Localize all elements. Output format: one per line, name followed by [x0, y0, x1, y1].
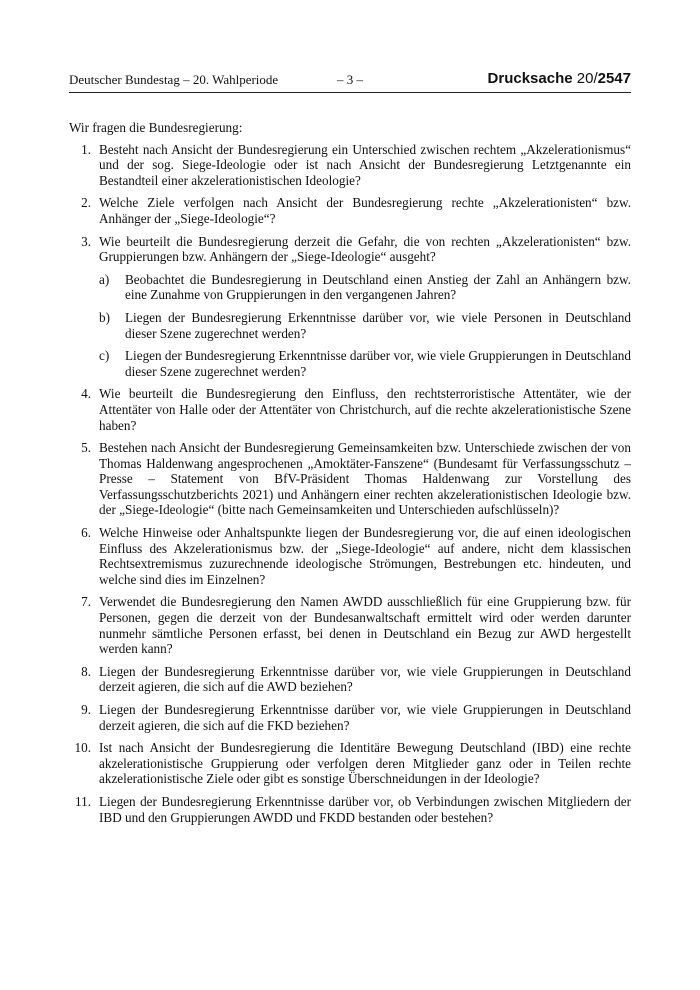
- question-number: 11.: [75, 793, 91, 809]
- question-number: 6.: [81, 525, 91, 541]
- page-header: [69, 70, 631, 93]
- header-document-number: [488, 70, 631, 87]
- sub-question-letter: a): [99, 271, 110, 287]
- question-item: [69, 794, 631, 825]
- question-item: [69, 440, 631, 518]
- sub-question-item: [69, 310, 631, 341]
- question-item: [69, 386, 631, 433]
- question-text: Welche Hinweise oder Anhaltspunkte liegen der Bundesregierung vor, die auf einen ideologischen Einfluss des Akzelerationismus bzw. der „Siege-Ideologie“ auf andere, nicht dem klassischen Rechtsextremismus zuzurechnende ideologische Strömungen, Bestrebungen etc. hindeuten, und welche sind dies im Einzelnen?: [99, 525, 631, 587]
- sub-question-text: Liegen der Bundesregierung Erkenntnisse darüber vor, wie viele Personen in Deutschland dieser Szene zugerechnet werden?: [125, 309, 631, 341]
- question-number: 10.: [74, 740, 91, 756]
- question-text: Bestehen nach Ansicht der Bundesregierung Gemeinsamkeiten bzw. Unterschiede zwischen der von Thomas Haldenwang angesprochenen „Amoktäter-Fanszene“ (Bundesamt für Verfassungsschutz – Presse – Statement von BfV-Präsident Thomas Haldenwang zur Vorstellung des Verfassungsschutzberichts 2021) und Anhängern einer rechten akzelerationistischen Ideologie bzw. der „Siege-Ideologie“ (bitte nach Gemeinsamkeiten und Unterschieden aufschlüsseln)?: [99, 440, 631, 518]
- header-parliament: Deutscher Bundestag – 20. Wahlperiode: [69, 72, 279, 87]
- question-text: Besteht nach Ansicht der Bundesregierung ein Unterschied zwischen rechtem „Akzelerationismus“ und der sog. Siege-Ideologie oder ist nach Ansicht der Bundesregierung Letztgenannte ein Bestandteil einer akzelerationistischen Ideologie?: [99, 141, 631, 188]
- question-item: [69, 195, 631, 226]
- question-text: Wie beurteilt die Bundesregierung derzeit die Gefahr, die von rechten „Akzelerationisten“ bzw. Gruppierungen bzw. Anhängern der „Siege-Ideologie“ ausgeht?: [99, 233, 631, 265]
- question-item: [69, 702, 631, 733]
- question-text: Liegen der Bundesregierung Erkenntnisse darüber vor, ob Verbindungen zwischen Mitgliedern der IBD und den Gruppierungen AWDD und FKDD bestanden oder bestehen?: [99, 793, 631, 825]
- question-number: 5.: [81, 440, 91, 456]
- header-page-number: – 3 –: [337, 72, 363, 87]
- question-list: [69, 120, 631, 832]
- sub-question-letter: b): [99, 309, 110, 325]
- question-number: 7.: [81, 594, 91, 610]
- question-text: Liegen der Bundesregierung Erkenntnisse darüber vor, wie viele Gruppierungen in Deutschland derzeit agieren, die sich auf die AWD beziehen?: [99, 663, 631, 695]
- question-number: 2.: [81, 195, 91, 211]
- question-text: Verwendet die Bundesregierung den Namen AWDD ausschließlich für eine Gruppierung bzw. für Personen, gegen die derzeit von der Bundesanwaltschaft ermittelt wird oder werden darunter nunmehr sämtliche Personen erfasst, bei denen in Deutschland ein Bezug zur AWD hergestellt werden kann?: [99, 594, 631, 657]
- question-item: [69, 142, 631, 189]
- sub-question-item: [69, 348, 631, 379]
- question-number: 8.: [81, 663, 91, 679]
- sub-question-text: Beobachtet die Bundesregierung in Deutschland einen Anstieg der Zahl an Anhängern bzw. eine Zunahme von Gruppierungen in den vergangenen Jahren?: [125, 271, 631, 303]
- sub-question-item: [69, 272, 631, 303]
- question-text: Wie beurteilt die Bundesregierung den Einfluss, den rechtsterroristische Attentäter, wie der Attentäter von Halle oder der Attentäter von Christchurch, auf die rechte akzelerationistische Szene haben?: [99, 386, 631, 433]
- question-text: Liegen der Bundesregierung Erkenntnisse darüber vor, wie viele Gruppierungen in Deutschland derzeit agieren, die sich auf die FKD beziehen?: [99, 702, 631, 733]
- question-item: [69, 740, 631, 787]
- sub-question-letter: c): [99, 348, 110, 364]
- question-item: [69, 594, 631, 656]
- header-doc-num-a: 20/: [576, 70, 598, 87]
- sub-question-text: Liegen der Bundesregierung Erkenntnisse darüber vor, wie viele Gruppierungen in Deutschland dieser Szene zugerechnet werden?: [125, 348, 631, 379]
- question-item: [69, 234, 631, 265]
- question-item: [69, 664, 631, 695]
- question-item: [69, 525, 631, 587]
- question-text: Ist nach Ansicht der Bundesregierung die Identitäre Bewegung Deutschland (IBD) eine rechte akzelerationistische Gruppierung oder verfolgen deren Mitglieder ganz oder in Teilen rechte akzelerationistische Ziele oder gibt es sonstige Überschneidungen in der Ideologie?: [99, 740, 631, 787]
- header-doc-num-b: 2547: [597, 70, 631, 87]
- question-number: 9.: [81, 702, 91, 717]
- question-number: 3.: [81, 233, 91, 249]
- header-doc-label: Drucksache: [487, 70, 573, 87]
- question-text: Welche Ziele verfolgen nach Ansicht der Bundesregierung rechte „Akzelerationisten“ bzw. Anhänger der „Siege-Ideologie“?: [99, 195, 631, 226]
- intro-text: Wir fragen die Bundesregierung:: [69, 120, 243, 135]
- question-number: 4.: [81, 386, 91, 402]
- question-number: 1.: [81, 141, 91, 157]
